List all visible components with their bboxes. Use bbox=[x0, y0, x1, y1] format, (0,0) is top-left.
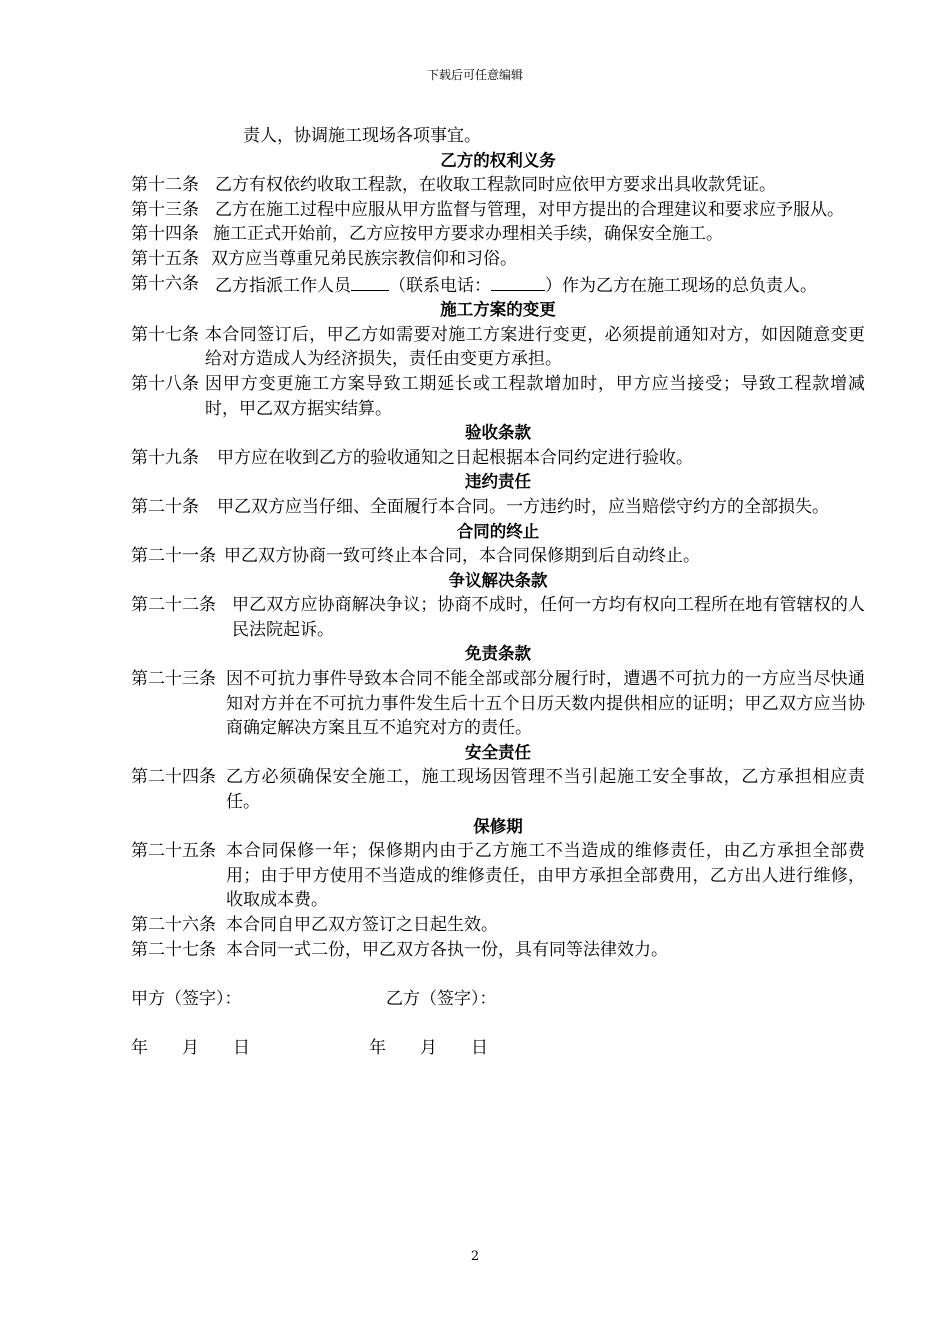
clause-number: 第十八条 bbox=[131, 373, 199, 394]
clause-number: 第二十一条 bbox=[131, 546, 216, 567]
contract-clause bbox=[131, 198, 865, 223]
clause-number: 第十六条 bbox=[131, 273, 199, 294]
clause-number: 第二十五条 bbox=[131, 841, 216, 862]
phone-blank-field bbox=[491, 272, 545, 291]
clause-text: 乙方在施工过程中应服从甲方监督与管理，对甲方提出的合理建议和要求应予服从。 bbox=[215, 199, 844, 220]
clause-number: 第十二条 bbox=[131, 175, 199, 196]
contract-clause bbox=[131, 323, 865, 372]
party-a-date: 年 月 日 bbox=[131, 1037, 250, 1058]
contract-clause bbox=[131, 544, 865, 569]
clause-text bbox=[215, 272, 865, 299]
section-heading: 验收条款 bbox=[465, 423, 531, 443]
contract-clause bbox=[131, 173, 865, 198]
contract-clause bbox=[131, 913, 865, 938]
clause-text-part: 乙方指派工作人员 bbox=[215, 275, 351, 296]
clause-text: 甲方应在收到乙方的验收通知之日起根据本合同约定进行验收。 bbox=[217, 447, 693, 468]
clause-number: 第二十二条 bbox=[131, 595, 216, 616]
clause-text-part: （联系电话： bbox=[389, 275, 491, 296]
date-row bbox=[131, 1036, 865, 1061]
clause-text: 因甲方变更施工方案导致工期延长或工程款增加时，甲方应当接受；导致工程款增减时，甲乙双方据实结算。 bbox=[205, 373, 865, 419]
clause-text: 甲乙双方应协商解决争议；协商不成时，任何一方均有权向工程所在地有管辖权的人民法院起诉。 bbox=[232, 595, 865, 640]
clause-number: 第十五条 bbox=[131, 248, 199, 269]
clause-number: 第十四条 bbox=[131, 224, 199, 245]
contract-clause bbox=[131, 247, 865, 272]
clauses-container bbox=[131, 149, 865, 963]
clause-text: 双方应当尊重兄弟民族宗教信仰和习俗。 bbox=[211, 248, 517, 269]
clause-number: 第十七条 bbox=[131, 324, 199, 345]
contract-clause bbox=[131, 272, 865, 299]
clause-number: 第二十六条 bbox=[131, 915, 216, 935]
section-heading: 施工方案的变更 bbox=[440, 300, 556, 320]
signature-row bbox=[131, 987, 865, 1012]
section-heading: 乙方的权利义务 bbox=[440, 150, 556, 170]
clause-text: 甲乙双方应当仔细、全面履行本合同。一方违约时，应当赔偿守约方的全部损失。 bbox=[217, 496, 829, 517]
clause-text: 本合同签订后，甲乙方如需要对施工方案进行变更，必须提前通知对方，如因随意变更给对方造成人为经济损失，责任由变更方承担。 bbox=[205, 324, 865, 370]
clause-number: 第二十四条 bbox=[131, 767, 216, 788]
contract-clause bbox=[131, 446, 865, 471]
page-number: 2 bbox=[470, 1249, 480, 1264]
contract-clause bbox=[131, 839, 865, 913]
clause-number: 第十三条 bbox=[131, 199, 199, 220]
contract-clause bbox=[131, 938, 865, 963]
clause-text: 甲乙双方协商一致可终止本合同，本合同保修期到后自动终止。 bbox=[224, 546, 700, 567]
clause-number: 第二十条 bbox=[131, 496, 199, 517]
party-b-signature-label: 乙方（签字）： bbox=[386, 988, 497, 1009]
section-heading: 违约责任 bbox=[465, 472, 531, 492]
section-heading: 争议解决条款 bbox=[448, 570, 548, 590]
clause-text: 施工正式开始前，乙方应按甲方要求办理相关手续，确保安全施工。 bbox=[213, 224, 723, 245]
clause-text: 因不可抗力事件导致本合同不能全部或部分履行时，遭遇不可抗力的一方应当尽快通知对方并在不可抗力事件发生后十五个日历天数内提供相应的证明；甲乙双方应当协商确定解决方案且互不追究对方的责任。 bbox=[226, 669, 865, 739]
contract-body bbox=[131, 124, 865, 1061]
name-blank-field bbox=[351, 272, 389, 291]
carry-over-line: 责人，协调施工现场各项事宜。 bbox=[243, 126, 481, 146]
clause-text: 本合同保修一年；保修期内由于乙方施工不当造成的维修责任，由乙方承担全部费用；由于甲方使用不当造成的维修责任，由甲方承担全部费用，乙方出人进行维修，收取成本费。 bbox=[226, 841, 865, 911]
clause-text: 乙方必须确保安全施工，施工现场因管理不当引起施工安全事故，乙方承担相应责任。 bbox=[226, 767, 865, 813]
section-heading: 保修期 bbox=[473, 816, 523, 836]
section-heading: 合同的终止 bbox=[456, 521, 540, 541]
contract-clause bbox=[131, 667, 865, 741]
clause-number: 第十九条 bbox=[131, 447, 199, 468]
page-header: 下载后可任意编辑 bbox=[426, 68, 523, 82]
clause-text: 乙方有权依约收取工程款，在收取工程款同时应依甲方要求出具收款凭证。 bbox=[215, 175, 776, 196]
contract-clause bbox=[131, 495, 865, 520]
clause-text-part: ）作为乙方在施工现场的总负责人。 bbox=[545, 275, 817, 296]
contract-clause bbox=[131, 372, 865, 421]
clause-number: 第二十七条 bbox=[131, 939, 216, 960]
section-heading: 免责条款 bbox=[465, 644, 531, 664]
party-b-date: 年 月 日 bbox=[369, 1037, 488, 1058]
contract-clause bbox=[131, 222, 865, 247]
contract-clause bbox=[131, 593, 865, 642]
contract-clause bbox=[131, 765, 865, 814]
clause-text: 本合同一式二份，甲乙双方各执一份，具有同等法律效力。 bbox=[226, 939, 668, 960]
party-a-signature-label: 甲方（签字）： bbox=[131, 988, 242, 1009]
section-heading: 安全责任 bbox=[465, 742, 531, 762]
clause-text: 本合同自甲乙双方签订之日起生效。 bbox=[226, 915, 498, 935]
clause-number: 第二十三条 bbox=[131, 669, 216, 690]
